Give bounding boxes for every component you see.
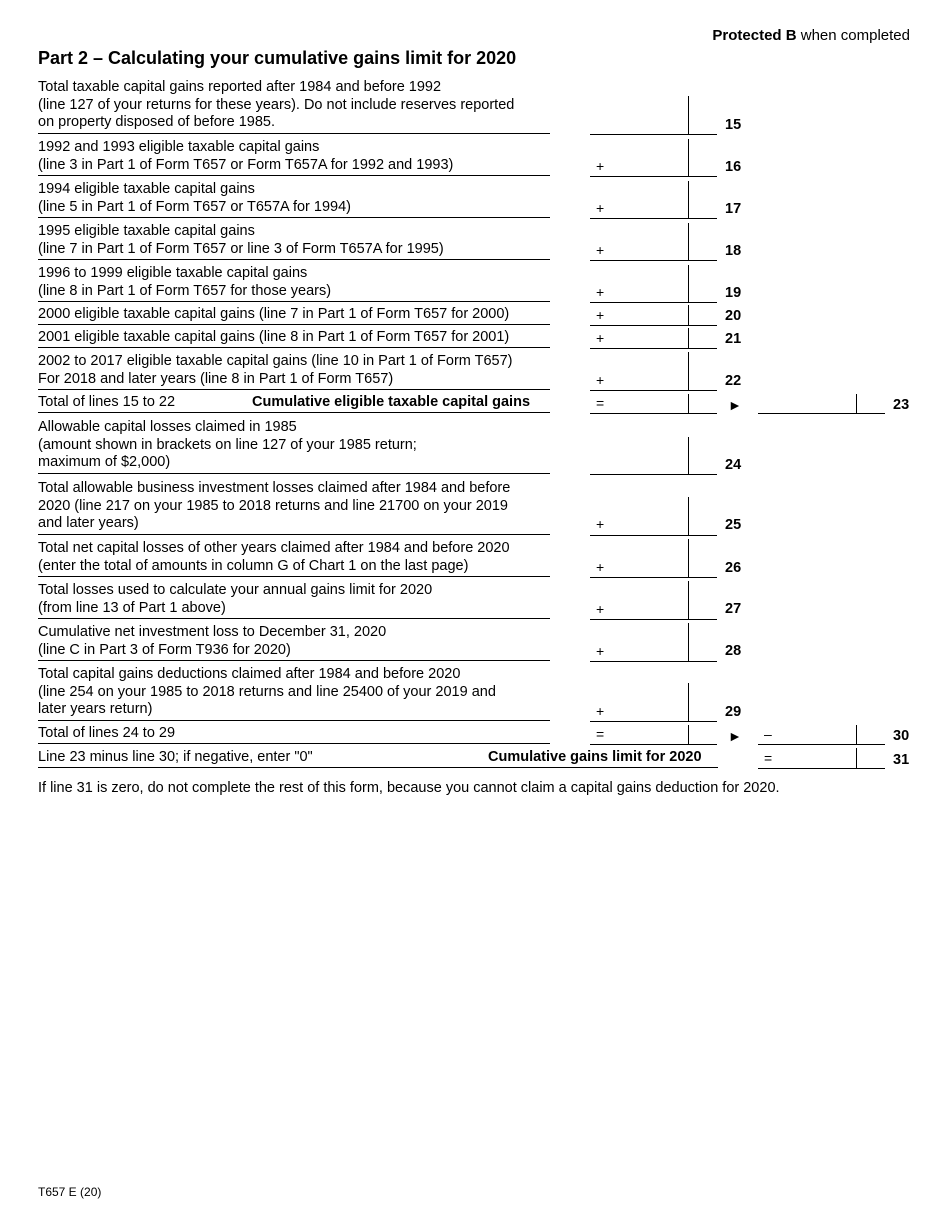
row-27-description: Total losses used to calculate your annual gains limit for 2020 (from line 13 of Part 1 above) [38, 582, 433, 616]
row-31-description: Line 23 minus line 30; if negative, enter "0" [38, 749, 313, 765]
row-29-description: Total capital gains deductions claimed after 1984 and before 2020 (line 254 on your 1985 to 2018 returns and line 25400 of your 2019 and later years return) [38, 666, 496, 717]
line-18-field[interactable] [590, 223, 717, 261]
line-28-operator: + [596, 643, 605, 659]
protected-b-rest: when completed [796, 27, 910, 44]
line-20-field[interactable] [590, 305, 717, 326]
row-17-description: 1994 eligible taxable capital gains (line 5 in Part 1 of Form T657 or T657A for 1994) [38, 181, 351, 215]
form-footer-id: T657 E (20) [38, 1185, 102, 1199]
line-27-operator: + [596, 601, 605, 617]
row-20-rule [38, 324, 550, 325]
line-22-number: 22 [725, 373, 742, 389]
line-29-number: 29 [725, 704, 742, 720]
line-18-operator: + [596, 242, 605, 258]
line-24-field[interactable] [590, 437, 717, 475]
line-26-field[interactable] [590, 539, 717, 578]
row-23-rule [38, 412, 550, 413]
row-26-rule [38, 576, 550, 577]
line-16-field[interactable] [590, 139, 717, 177]
line-30-field[interactable] [758, 725, 885, 745]
row-18-rule [38, 259, 550, 260]
row-21-description: 2001 eligible taxable capital gains (line 8 in Part 1 of Form T657 for 2001) [38, 329, 510, 345]
row-21-rule [38, 347, 550, 348]
row-29-rule [38, 720, 550, 721]
row-16-rule [38, 175, 550, 176]
line-23-number: 23 [893, 397, 910, 413]
line-19-operator: + [596, 284, 605, 300]
row-15-rule [38, 133, 550, 134]
line-31-field[interactable] [758, 748, 885, 769]
row-30-rule [38, 743, 550, 744]
line-29-field[interactable] [590, 683, 717, 722]
row-17-rule [38, 217, 550, 218]
line-30-subtotal-field[interactable] [590, 725, 717, 745]
row-18-description: 1995 eligible taxable capital gains (line 7 in Part 1 of Form T657 or line 3 of Form T657A for 1995) [38, 223, 444, 257]
line-25-operator: + [596, 516, 605, 532]
row-24-description: Allowable capital losses claimed in 1985 (amount shown in brackets on line 127 of your 1985 return; maximum of $2,000) [38, 419, 417, 470]
line-27-field[interactable] [590, 581, 717, 620]
row-15-description: Total taxable capital gains reported after 1984 and before 1992 (line 127 of your returns for these years). Do not include reserves reported on property disposed of before 1985. [38, 79, 515, 130]
line-27-number: 27 [725, 601, 742, 617]
line-24-number: 24 [725, 457, 742, 473]
line-31-zero-note: If line 31 is zero, do not complete the rest of this form, because you cannot claim a capital gains deduction for 2020. [38, 780, 780, 796]
part-title: Part 2 – Calculating your cumulative gains limit for 2020 [38, 48, 517, 68]
line-16-operator: + [596, 158, 605, 174]
row-24-rule [38, 473, 550, 474]
line-30-equals: = [596, 726, 605, 742]
line-21-operator: + [596, 330, 605, 346]
line-30-number: 30 [893, 728, 910, 744]
line-17-operator: + [596, 200, 605, 216]
row-16-description: 1992 and 1993 eligible taxable capital gains (line 3 in Part 1 of Form T657 or Form T657A for 1992 and 1993) [38, 139, 454, 173]
line-30-minus: – [764, 726, 772, 742]
row-28-rule [38, 660, 550, 661]
row-20-description: 2000 eligible taxable capital gains (line 7 in Part 1 of Form T657 for 2000) [38, 306, 510, 322]
row-25-description: Total allowable business investment losses claimed after 1984 and before 2020 (line 217 on your 1985 to 2018 returns and line 21700 on your 2019 and later years) [38, 480, 511, 531]
row-19-rule [38, 301, 550, 302]
line-21-number: 21 [725, 331, 742, 347]
protected-b-notice [712, 27, 910, 44]
line-25-number: 25 [725, 517, 742, 533]
line-31-number: 31 [893, 752, 910, 768]
row-25-rule [38, 534, 550, 535]
protected-b-bold: Protected B [712, 27, 797, 44]
cumulative-eligible-label: Cumulative eligible taxable capital gains [252, 394, 531, 410]
line-26-number: 26 [725, 560, 742, 576]
line-29-operator: + [596, 703, 605, 719]
line-17-field[interactable] [590, 181, 717, 219]
line-21-field[interactable] [590, 328, 717, 349]
line-17-number: 17 [725, 201, 742, 217]
line-22-operator: + [596, 372, 605, 388]
line-23-equals: = [596, 395, 605, 411]
line-23-subtotal-field[interactable] [590, 394, 717, 414]
line-28-number: 28 [725, 643, 742, 659]
line-30-arrow-icon: ► [728, 728, 742, 744]
line-15-number: 15 [725, 117, 742, 133]
cumulative-limit-label: Cumulative gains limit for 2020 [488, 749, 702, 765]
row-30-description: Total of lines 24 to 29 [38, 725, 176, 741]
line-16-number: 16 [725, 159, 742, 175]
line-20-operator: + [596, 307, 605, 323]
line-23-field[interactable] [758, 394, 885, 414]
line-28-field[interactable] [590, 623, 717, 662]
line-26-operator: + [596, 559, 605, 575]
row-22-description: 2002 to 2017 eligible taxable capital gains (line 10 in Part 1 of Form T657) For 2018 and later years (line 8 in Part 1 of Form T657) [38, 353, 513, 387]
row-28-description: Cumulative net investment loss to December 31, 2020 (line C in Part 3 of Form T936 for 2020) [38, 624, 387, 658]
line-22-field[interactable] [590, 352, 717, 391]
line-18-number: 18 [725, 243, 742, 259]
line-25-field[interactable] [590, 497, 717, 536]
row-26-description: Total net capital losses of other years claimed after 1984 and before 2020 (enter the total of amounts in column G of Chart 1 on the last page) [38, 540, 510, 574]
line-15-field[interactable] [590, 96, 717, 135]
line-31-equals: = [764, 750, 773, 766]
row-23-description: Total of lines 15 to 22 [38, 394, 176, 410]
line-20-number: 20 [725, 308, 742, 324]
row-27-rule [38, 618, 550, 619]
row-31-rule [38, 767, 718, 768]
row-22-rule [38, 389, 550, 390]
row-19-description: 1996 to 1999 eligible taxable capital gains (line 8 in Part 1 of Form T657 for those years) [38, 265, 332, 299]
line-19-field[interactable] [590, 265, 717, 303]
line-19-number: 19 [725, 285, 742, 301]
line-23-arrow-icon: ► [728, 397, 742, 413]
